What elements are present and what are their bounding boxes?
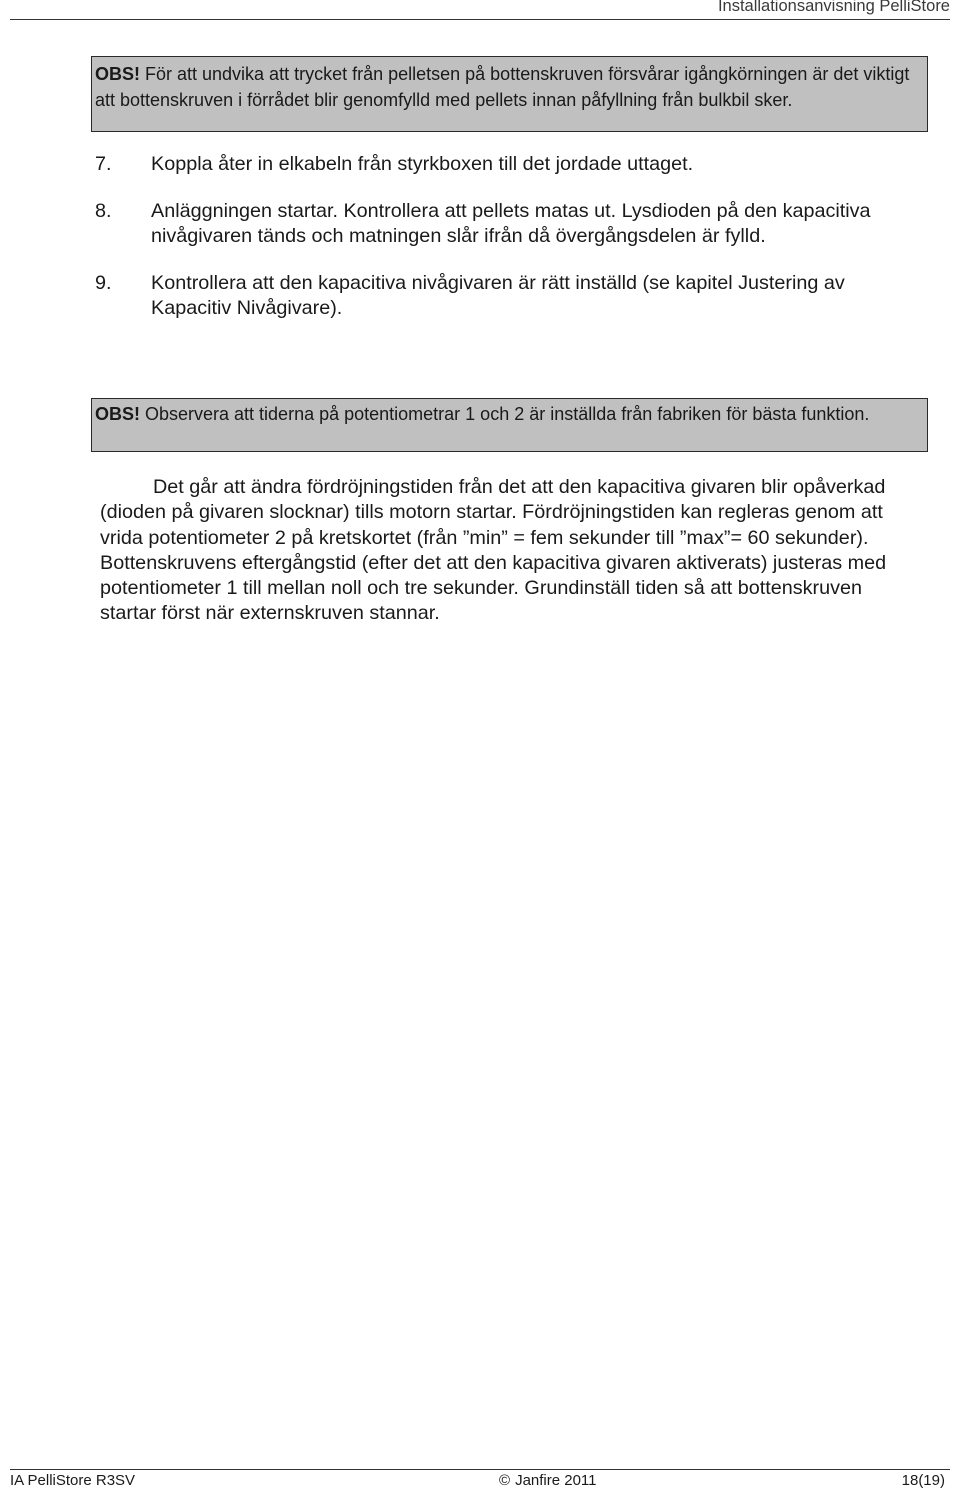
page-header — [10, 0, 950, 20]
obs-note-box — [91, 56, 928, 132]
document-title: Installationsanvisning PelliStore — [717, 0, 950, 15]
step-item — [95, 199, 915, 249]
step-number: 9. — [95, 272, 112, 294]
step-text: Kontrollera att den kapacitiva nivågivaren är rätt inställd (se kapitel Justering av Kapacitiv Nivågivare). — [151, 272, 845, 319]
footer-company: Janfire 2011 — [515, 1472, 597, 1489]
footer-document-id: IA PelliStore R3SV — [10, 1472, 136, 1489]
instruction-steps — [95, 152, 915, 321]
step-text: Koppla åter in elkabeln från styrkboxen till det jordade uttaget. — [151, 153, 694, 175]
page-current: 18 — [901, 1472, 919, 1489]
step-item — [95, 152, 915, 177]
page-footer — [10, 1469, 950, 1494]
obs-note-text: Observera att tiderna på potentiometrar 1 och 2 är inställda från fabriken för bästa funktion. — [140, 404, 870, 424]
page-number — [902, 1472, 945, 1489]
obs-note-text: För att undvika att trycket från pelletsen på bottenskruven försvårar igångkörningen är det viktigt att bottenskruven i förrådet blir genomfylld med pellets innan påfyllning från bulkbil sker. — [95, 64, 910, 110]
obs-label: OBS! — [95, 404, 140, 424]
obs-note-box — [91, 398, 928, 452]
body-paragraph: Det går att ändra fördröjningstiden från det att den kapacitiva givaren blir opåverkad (dioden på givaren slocknar) tills motorn startar. Fördröjningstiden kan regleras genom att vrida potentiometer 2 på kretskortet (från ”min” = fem sekunder till ”max”= 60 sekunder). Bottenskruvens eftergångstid (efter det att den kapacitiva givaren aktiverats) justeras med potentiometer 1 till mellan noll och tre sekunder. Grundinställ tiden så att bottenskruven startar först när externskruven stannar. — [100, 476, 887, 625]
footer-copyright — [499, 1472, 597, 1489]
step-item — [95, 271, 915, 321]
step-text: Anläggningen startar. Kontrollera att pellets matas ut. Lysdioden på den kapacitiva nivågivaren tänds och matningen slår ifrån då övergångsdelen är fylld. — [151, 200, 871, 247]
step-number: 8. — [95, 200, 112, 222]
obs-label: OBS! — [95, 64, 140, 84]
page-total: (19) — [918, 1472, 945, 1489]
copyright-icon: © — [499, 1472, 511, 1489]
step-number: 7. — [95, 153, 112, 175]
